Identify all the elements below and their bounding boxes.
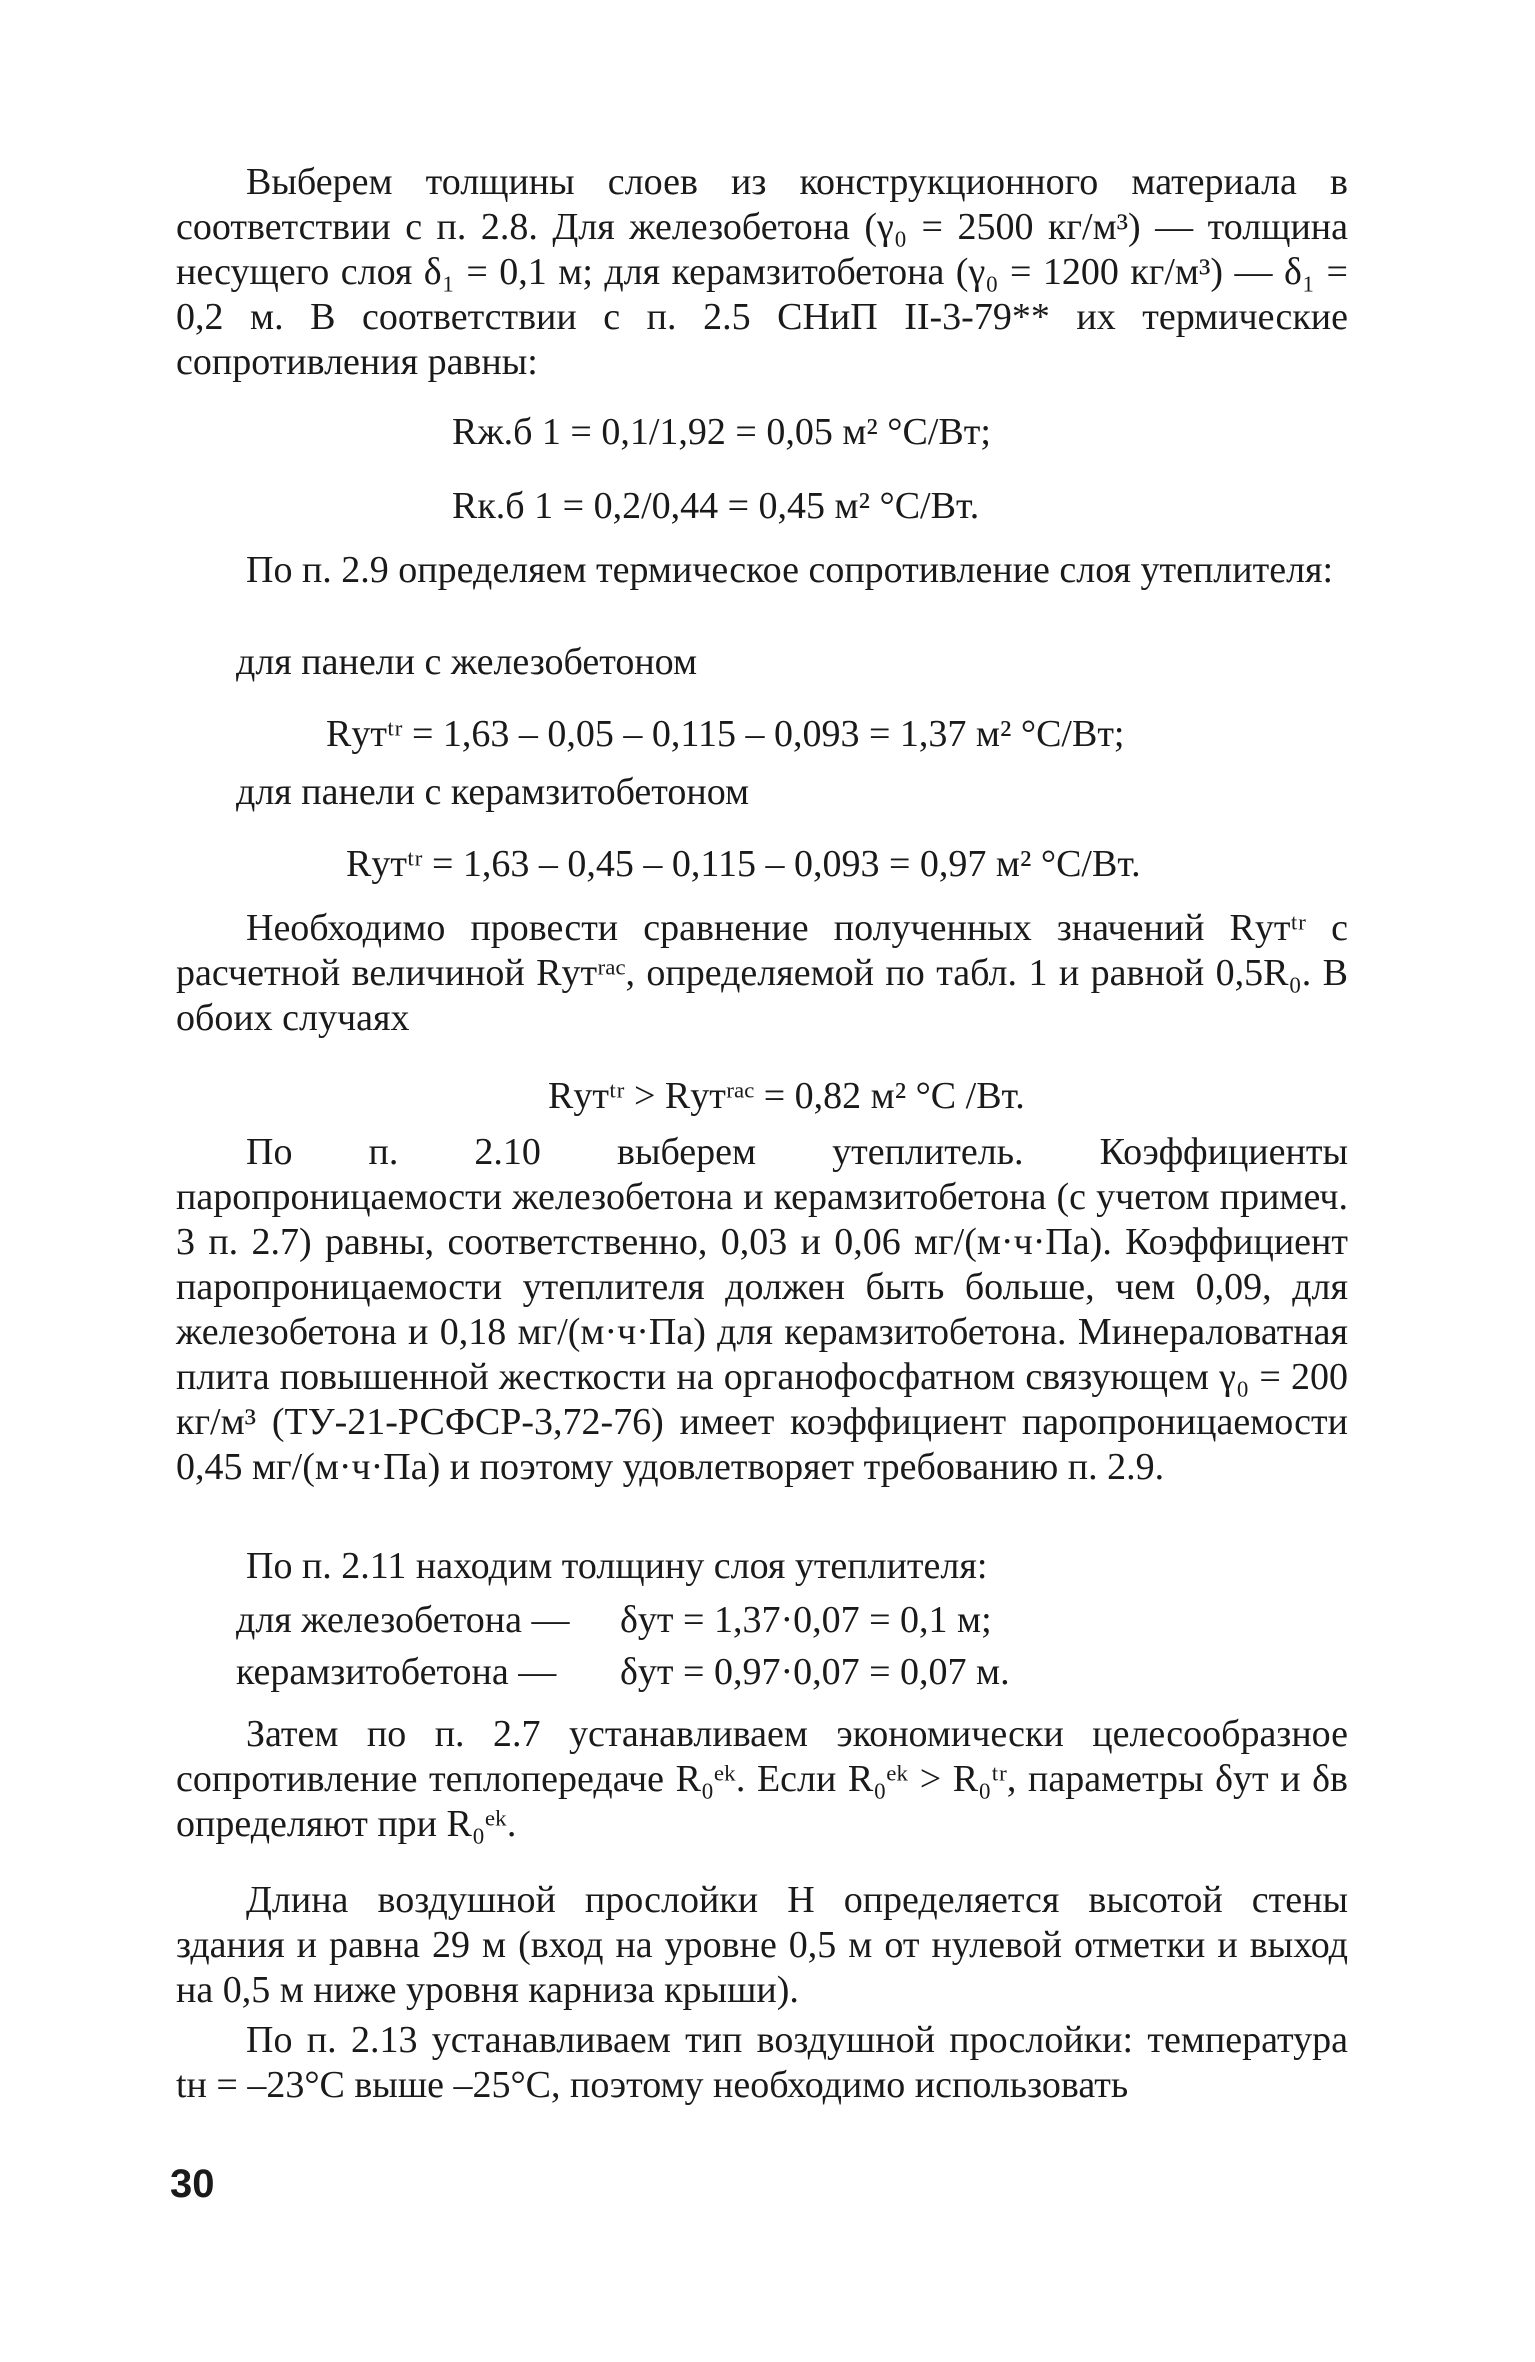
label-expanded-clay-panel: для панели с керамзитобетоном	[236, 771, 750, 813]
paragraph-comparison	[176, 906, 1348, 1041]
paragraph-air-gap-length	[176, 1878, 1348, 2013]
paragraph-1: Выберем толщины слоев из конструкционного материала в соответствии с п. 2.8. Для железобетона (γ₀ = 2500 кг/м³) — толщина несущего слоя δ₁ = 0,1 м; для керамзитобетона (γ₀ = 1200 кг/м³) — δ₁ = 0,2 м. В соответствии с п. 2.5 СНиП II-3-79** их термические сопротивления равны:	[176, 161, 1348, 383]
paragraph-insulation-choice	[176, 1130, 1348, 1490]
label-thickness-clay: керамзитобетона —	[236, 1651, 557, 1693]
paragraph-2: По п. 2.9 определяем термическое сопротивление слоя утеплителя:	[246, 549, 1334, 591]
page-number: 30	[170, 2162, 215, 2206]
equation-rut-reinforced: Rутᵗʳ = 1,63 – 0,05 – 0,115 – 0,093 = 1,37 м² °С/Вт;	[326, 713, 1125, 755]
paragraph-layer-thickness	[176, 160, 1348, 385]
equation-rkb: Rк.б 1 = 0,2/0,44 = 0,45 м² °С/Вт.	[452, 485, 980, 527]
equation-rzhb: Rж.б 1 = 0,1/1,92 = 0,05 м² °С/Вт;	[452, 411, 991, 453]
equation-rut-clay: Rутᵗʳ = 1,63 – 0,45 – 0,115 – 0,093 = 0,97 м² °С/Вт.	[346, 843, 1141, 885]
paragraph-6: Затем по п. 2.7 устанавливаем экономически целесообразное сопротивление теплопередаче R₀ᵉᵏ. Если R₀ᵉᵏ > R₀ᵗʳ, параметры δут и δв определяют при R₀ᵉᵏ.	[176, 1713, 1348, 1845]
paragraph-thermal-resistance	[176, 548, 1348, 593]
paragraph-economic-resistance	[176, 1712, 1348, 1847]
equation-comparison: Rутᵗʳ > Rутʳᵃᶜ = 0,82 м² °С /Вт.	[548, 1075, 1025, 1117]
paragraph-4: По п. 2.10 выберем утеплитель. Коэффициенты паропроницаемости железобетона и керамзитобетона (с учетом примеч. 3 п. 2.7) равны, соответственно, 0,03 и 0,06 мг/(м·ч·Па). Коэффициент паропроницаемости утеплителя должен быть больше, чем 0,09, для железобетона и 0,18 мг/(м·ч·Па) для керамзитобетона. Минераловатная плита повышенной жесткости на органофосфатном связующем γ₀ = 200 кг/м³ (ТУ-21-РСФСР-3,72-76) имеет коэффициент паропроницаемости 0,45 мг/(м·ч·Па) и поэтому удовлетворяет требованию п. 2.9.	[176, 1131, 1348, 1488]
paragraph-7: Длина воздушной прослойки H определяется высотой стены здания и равна 29 м (вход на уровне 0,5 м от нулевой отметки и выход на 0,5 м ниже уровня карниза крыши).	[176, 1879, 1348, 2011]
paragraph-3: Необходимо провести сравнение полученных значений Rутᵗʳ с расчетной величиной Rутʳᵃᶜ, определяемой по табл. 1 и равной 0,5R₀. В обоих случаях	[176, 907, 1348, 1039]
equation-thickness-reinforced: δут = 1,37·0,07 = 0,1 м;	[620, 1599, 992, 1641]
paragraph-8: По п. 2.13 устанавливаем тип воздушной прослойки: температура tн = –23°С выше –25°С, поэтому необходимо использовать	[176, 2019, 1348, 2106]
label-thickness-reinforced: для железобетона —	[236, 1599, 570, 1641]
paragraph-air-gap-type	[176, 2018, 1348, 2108]
paragraph-5: По п. 2.11 находим толщину слоя утеплителя:	[246, 1545, 988, 1587]
paragraph-insulation-thickness	[176, 1544, 1348, 1589]
equation-thickness-clay: δут = 0,97·0,07 = 0,07 м.	[620, 1651, 1010, 1693]
label-reinforced-concrete-panel: для панели с железобетоном	[236, 641, 698, 683]
